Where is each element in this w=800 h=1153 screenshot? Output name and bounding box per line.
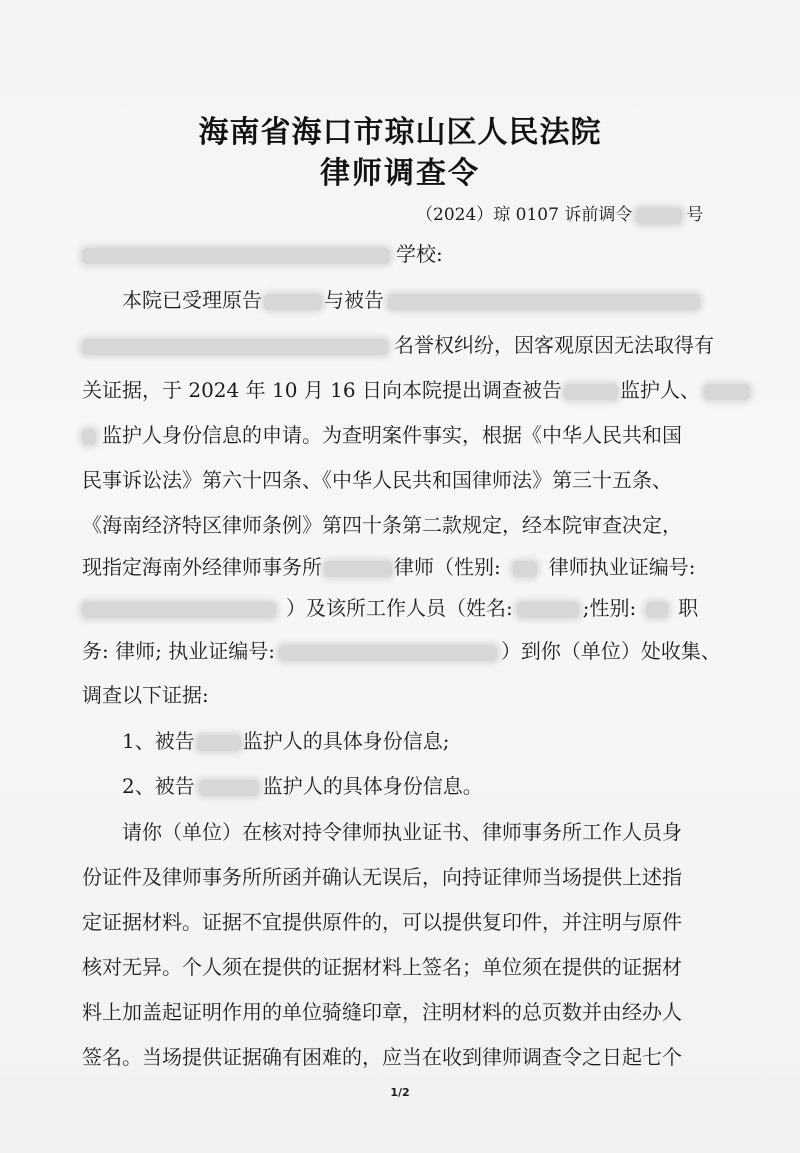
evidence-item-2: 2、被告 监护人的具体身份信息。 bbox=[122, 774, 483, 798]
redaction bbox=[197, 735, 241, 751]
body-line: 名誉权纠纷，因客观原因无法取得有 bbox=[82, 331, 714, 359]
body-line: 料上加盖起证明作用的单位骑缝印章，注明材料的总页数并由经办人 bbox=[82, 1000, 682, 1024]
redaction bbox=[324, 561, 392, 577]
redaction bbox=[704, 384, 750, 400]
addressee-suffix: 学校: bbox=[396, 242, 443, 266]
body-line: ）及该所工作人员（姓名: ;性别: 职 bbox=[82, 594, 698, 622]
redaction bbox=[264, 294, 322, 310]
redaction bbox=[646, 602, 668, 618]
body-line: 关证据，于 2024 年 10 月 16 日向本院提出调查被告 监护人、 bbox=[82, 376, 750, 404]
body-line: 本院已受理原告 与被告 bbox=[122, 286, 700, 314]
redaction bbox=[388, 294, 700, 310]
body-line: 现指定海南外经律师事务所 律师（性别: 律师执业证编号: bbox=[82, 555, 696, 579]
court-name: 海南省海口市琼山区人民法院 bbox=[198, 115, 602, 150]
body-line: 监护人身份信息的申请。为查明案件事实，根据《中华人民共和国 bbox=[82, 421, 682, 449]
redaction bbox=[564, 384, 618, 400]
document-number-prefix: （2024）琼 0107 诉前调令 bbox=[416, 205, 633, 225]
body-line: 民事诉讼法》第六十四条、《中华人民共和国律师法》第三十五条、 bbox=[82, 468, 672, 492]
addressee-line bbox=[82, 240, 443, 268]
evidence-item-1: 1、被告 监护人的具体身份信息; bbox=[122, 729, 450, 753]
body-line: 份证件及律师事务所所函并确认无误后，向持证律师当场提供上述指 bbox=[82, 865, 682, 889]
redaction bbox=[82, 429, 96, 445]
redaction bbox=[513, 561, 537, 577]
body-line: 核对无异。个人须在提供的证据材料上签名；单位须在提供的证据材 bbox=[82, 955, 682, 979]
document-title: 律师调查令 bbox=[320, 156, 480, 191]
redaction bbox=[82, 248, 390, 264]
redaction bbox=[636, 208, 682, 224]
document-number bbox=[416, 200, 703, 225]
body-line: 《海南经济特区律师条例》第四十条第二款规定，经本院审查决定， bbox=[82, 513, 682, 537]
document-number-suffix: 号 bbox=[686, 205, 704, 225]
page-number: 1/2 bbox=[390, 1086, 410, 1099]
body-line: 签名。当场提供证据确有困难的，应当在收到律师调查令之日起七个 bbox=[82, 1045, 682, 1069]
redaction bbox=[82, 602, 276, 618]
redaction bbox=[82, 339, 388, 355]
redaction bbox=[199, 780, 259, 796]
redaction bbox=[279, 645, 497, 661]
body-line: 请你（单位）在核对持令律师执业证书、律师事务所工作人员身 bbox=[122, 820, 682, 844]
body-line: 务: 律师; 执业证编号: ）到你（单位）处收集、 bbox=[82, 639, 721, 663]
redaction bbox=[517, 602, 579, 618]
body-line: 调查以下证据: bbox=[82, 683, 209, 707]
body-line: 定证据材料。证据不宜提供原件的，可以提供复印件，并注明与原件 bbox=[82, 910, 682, 934]
